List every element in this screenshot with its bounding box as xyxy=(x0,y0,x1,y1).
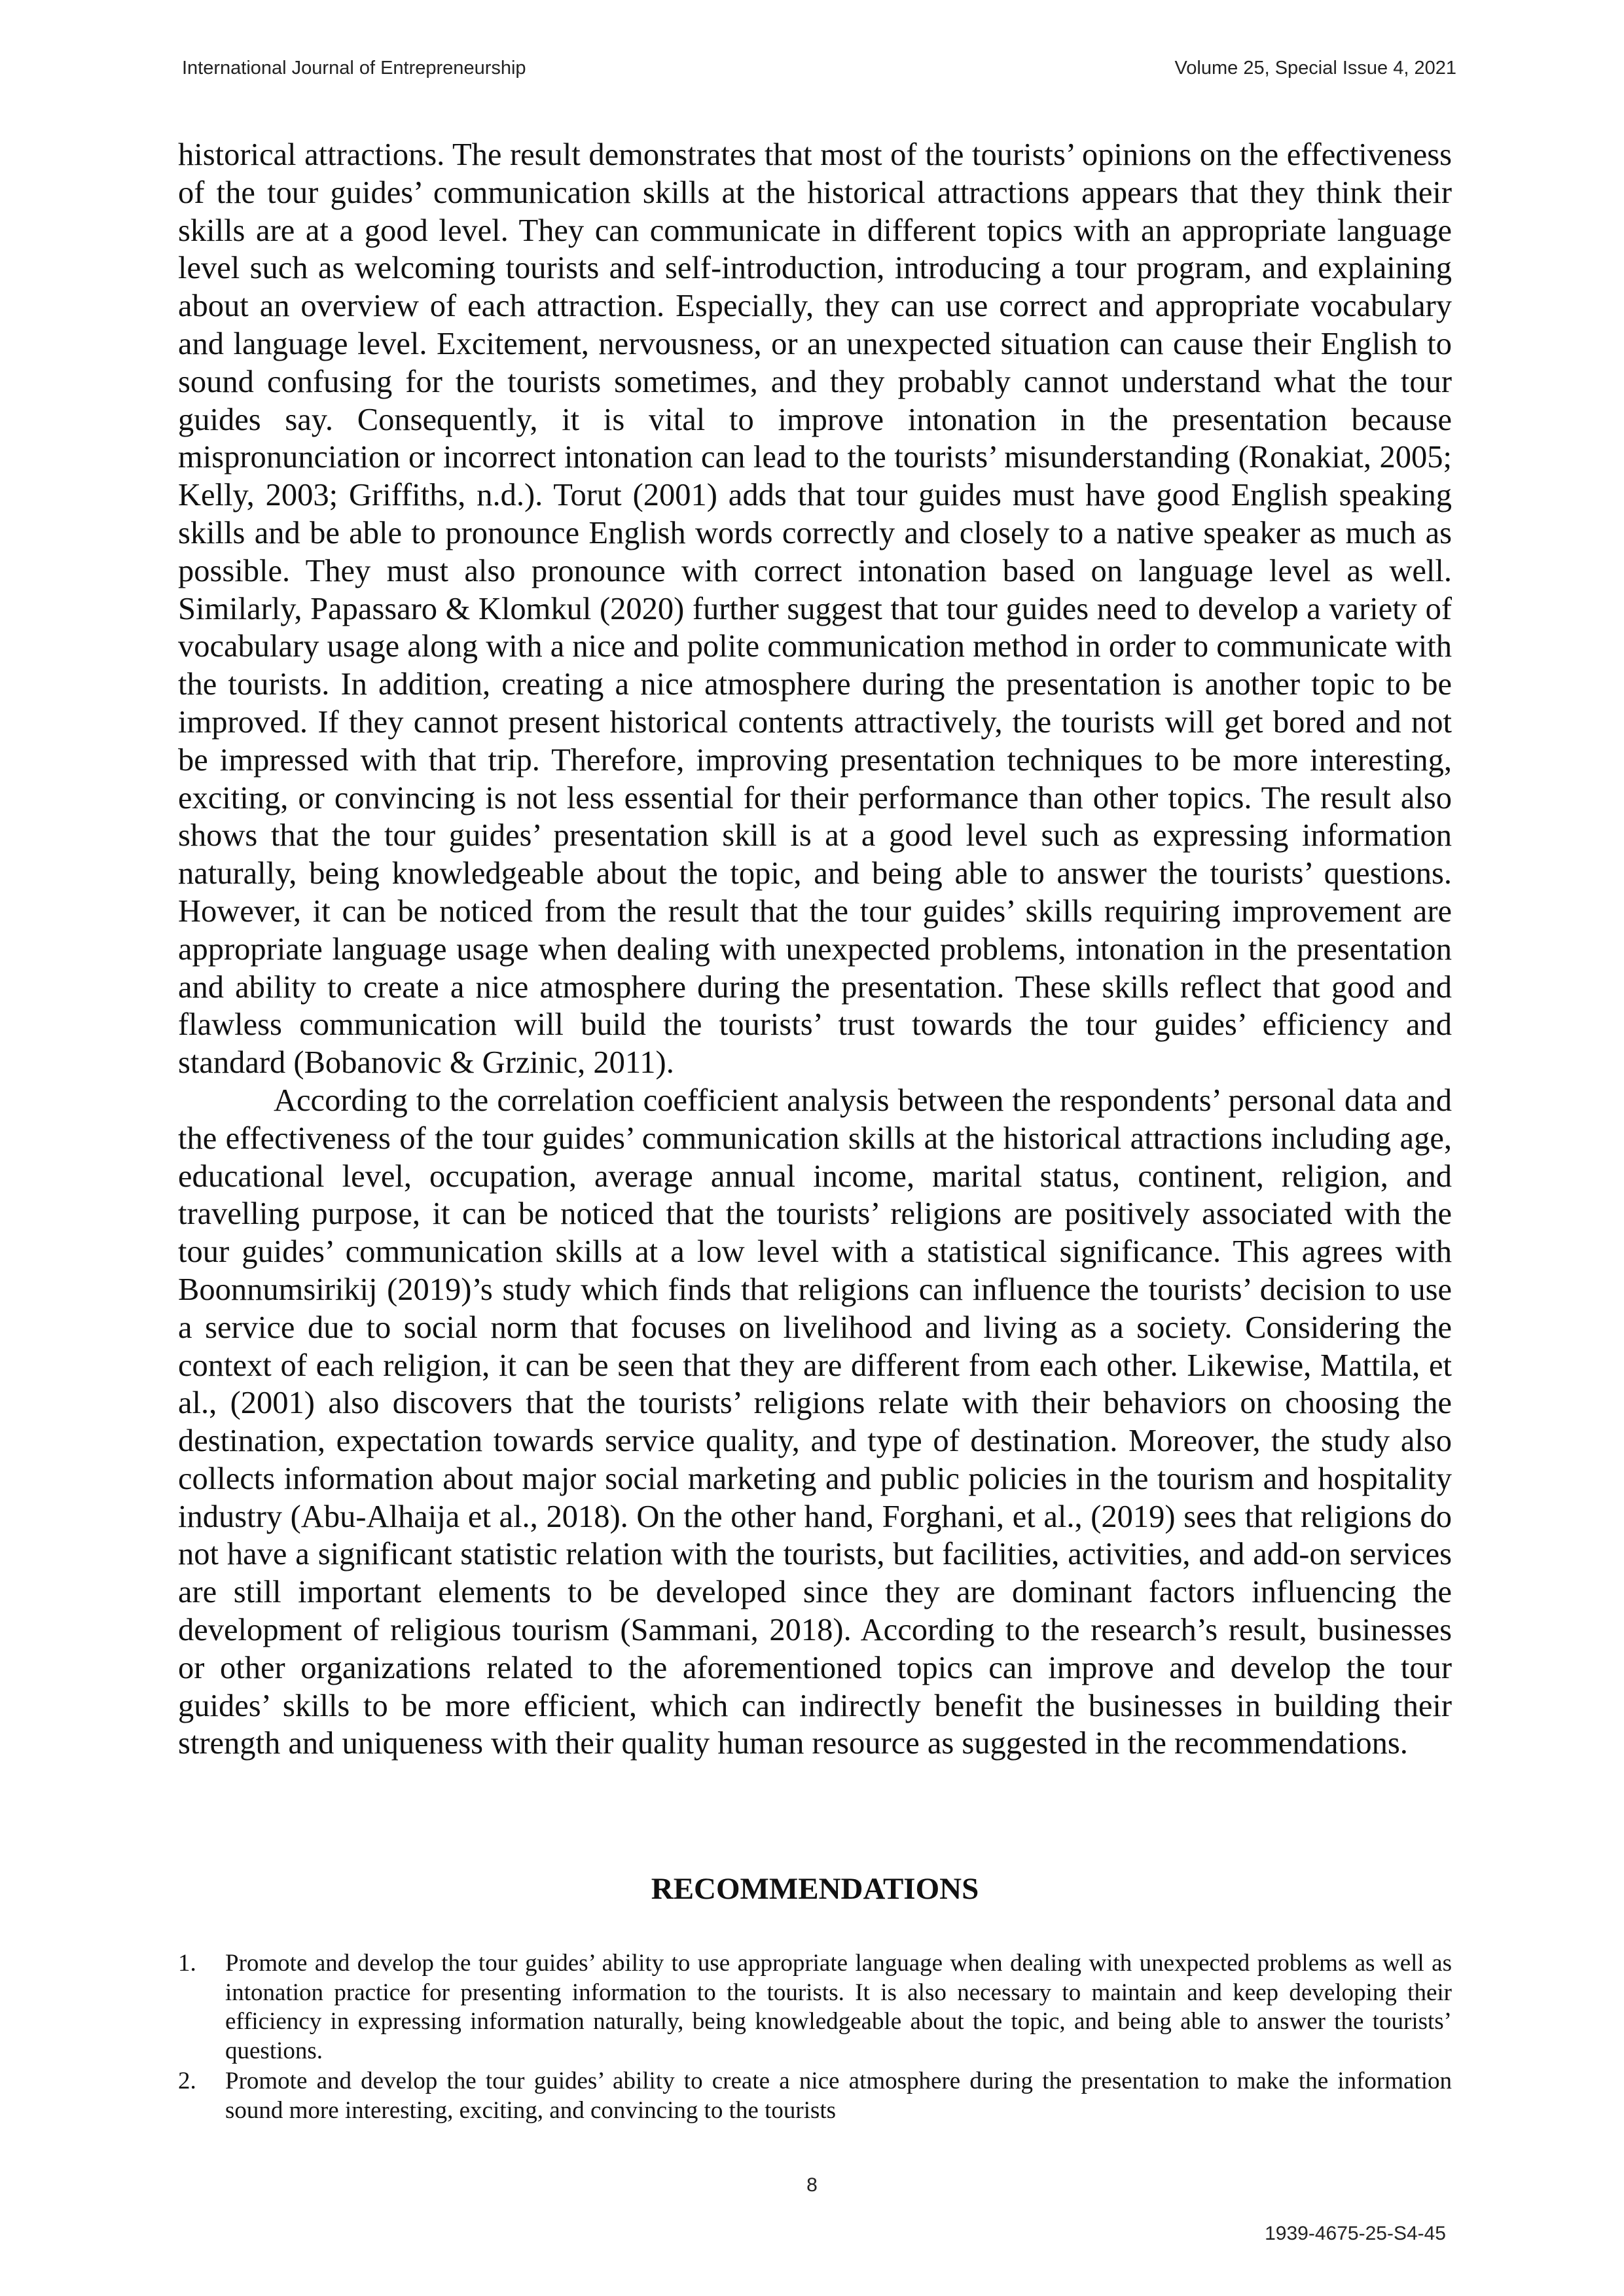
body-paragraph-2: According to the correlation coefficient analysis between the respondents’ personal data and the effectiveness of the tour guides’ communication skills at the historical attractions including age, educational level, occupation, average annual income, marital status, continent, religion, and travelling purpose, it can be noticed that the tourists’ religions are positively associated with the tour guides’ communication skills at a low level with a statistical significance. This agrees with Boonnumsirikij (2019)’s study which finds that religions can influence the tourists’ decision to use a service due to social norm that focuses on livelihood and living as a society. Considering the context of each religion, it can be seen that they are different from each other. Likewise, Mattila, et al., (2001) also discovers that the tourists’ religions relate with their behaviors on choosing the destination, expectation towards service quality, and type of destination. Moreover, the study also collects information about major social marketing and public policies in the tourism and hospitality industry (Abu-Alhaija et al., 2018). On the other hand, Forghani, et al., (2019) sees that religions do not have a significant statistic relation with the tourists, but facilities, activities, and add-on services are still important elements to be developed since they are dominant factors influencing the development of religious tourism (Sammani, 2018). According to the research’s result, businesses or other organizations related to the aforementioned topics can improve and develop the tour guides’ skills to be more efficient, which can indirectly benefit the businesses in building their strength and uniqueness with their quality human resource as suggested in the recommendations. xyxy=(178,1083,1452,1761)
list-item xyxy=(178,1949,1452,2066)
volume-issue: Volume 25, Special Issue 4, 2021 xyxy=(1174,58,1456,79)
journal-name: International Journal of Entrepreneurship xyxy=(182,58,526,79)
body-paragraph-1: historical attractions. The result demonstrates that most of the tourists’ opinions on the effectiveness of the tour guides’ communication skills at the historical attractions appears that they think their skills are at a good level. They can communicate in different topics with an appropriate language level such as welcoming tourists and self-introduction, introducing a tour program, and explaining about an overview of each attraction. Especially, they can use correct and appropriate vocabulary and language level. Excitement, nervousness, or an unexpected situation can cause their English to sound confusing for the tourists sometimes, and they probably cannot understand what the tour guides say. Consequently, it is vital to improve intonation in the presentation because mispronunciation or incorrect intonation can lead to the tourists’ misunderstanding (Ronakiat, 2005; Kelly, 2003; Griffiths, n.d.). Torut (2001) adds that tour guides must have good English speaking skills and be able to pronounce English words correctly and closely to a native speaker as much as possible. They must also pronounce with correct intonation based on language level as well. Similarly, Papassaro & Klomkul (2020) further suggest that tour guides need to develop a variety of vocabulary usage along with a nice and polite communication method in order to communicate with the tourists. In addition, creating a nice atmosphere during the presentation is another topic to be improved. If they cannot present historical contents attractively, the tourists will get bored and not be impressed with that trip. Therefore, improving presentation techniques to be more interesting, exciting, or convincing is not less essential for their performance than other topics. The result also shows that the tour guides’ presentation skill is at a good level such as expressing information naturally, being knowledgeable about the topic, and being able to answer the tourists’ questions. However, it can be noticed from the result that the tour guides’ skills requiring improvement are appropriate language usage when dealing with unexpected problems, intonation in the presentation and ability to create a nice atmosphere during the presentation. These skills reflect that good and flawless communication will build the tourists’ trust towards the tour guides’ efficiency and standard (Bobanovic & Grzinic, 2011). xyxy=(178,137,1452,1081)
article-body xyxy=(178,136,1452,1763)
list-item-number: 1. xyxy=(178,1950,196,1977)
page-number: 8 xyxy=(806,2174,818,2196)
list-item-number: 2. xyxy=(178,2068,196,2094)
recommendations-list xyxy=(178,1949,1452,2126)
list-item-text: Promote and develop the tour guides’ ability to use appropriate language when dealing with unexpected problems as well as intonation practice for presenting information to the tourists. It is also necessary to maintain and keep developing their efficiency in expressing information naturally, being knowledgeable about the topic, and being able to answer the tourists’ questions. xyxy=(225,1950,1452,2064)
list-item xyxy=(178,2067,1452,2125)
section-heading-recommendations: RECOMMENDATIONS xyxy=(651,1872,979,1906)
list-item-text: Promote and develop the tour guides’ ability to create a nice atmosphere during the presentation to make the information sound more interesting, exciting, and convincing to the tourists xyxy=(225,2068,1452,2124)
article-code: 1939-4675-25-S4-45 xyxy=(1265,2223,1446,2244)
